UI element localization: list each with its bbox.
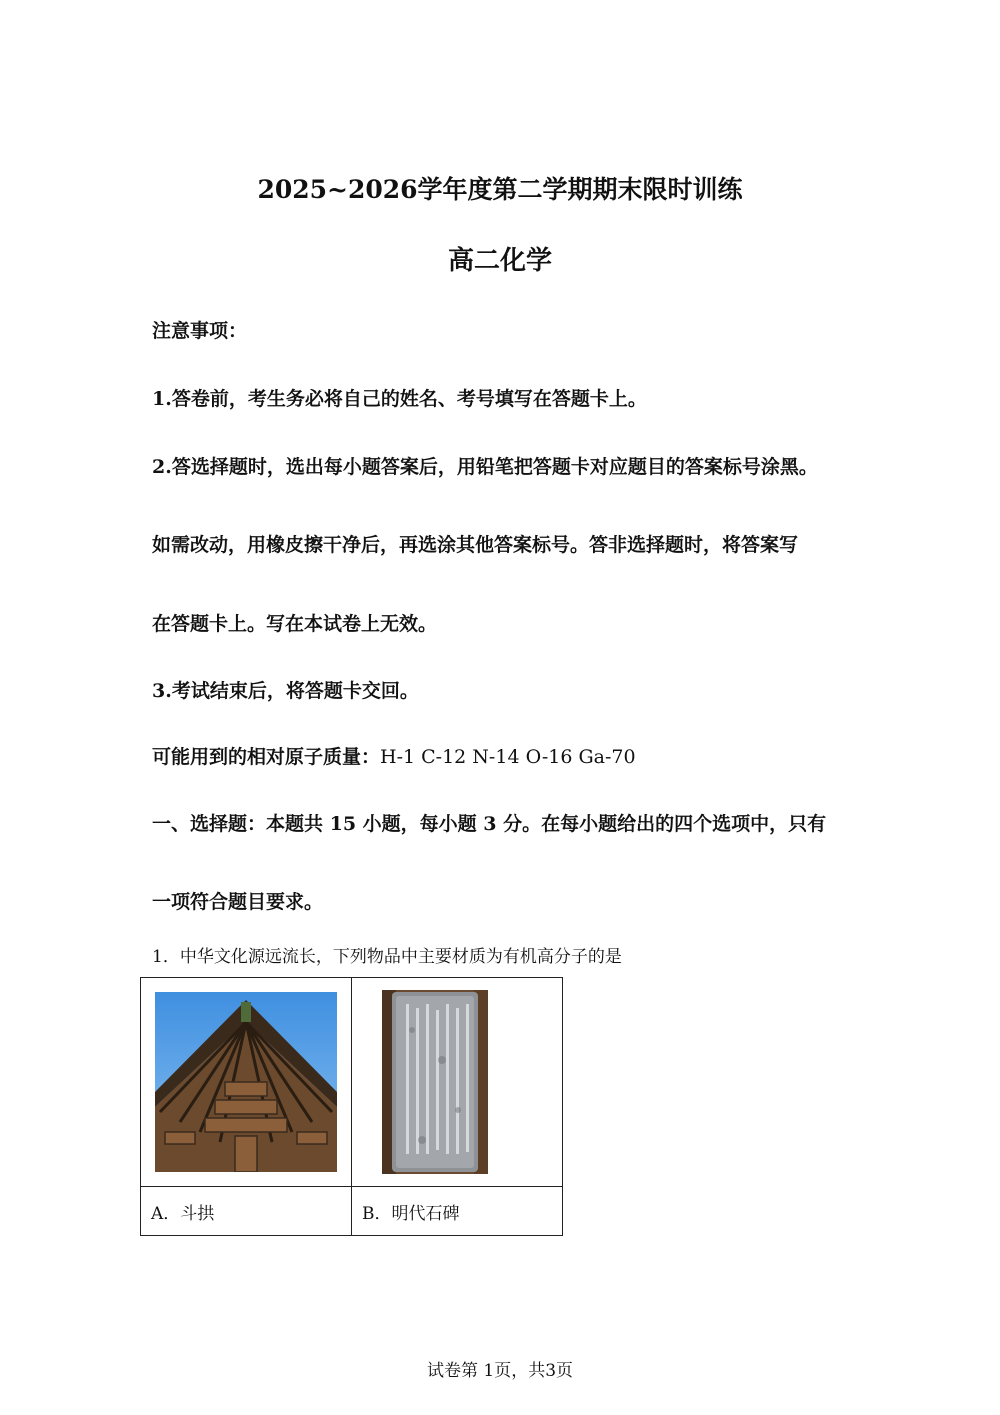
option-a-label: A．斗拱 (141, 1187, 352, 1236)
question-1-options-table (140, 977, 563, 1236)
question-1-stem: 1．中华文化源远流长，下列物品中主要材质为有机高分子的是 (152, 947, 622, 967)
notes-item-2-line-3: 在答题卡上。写在本试卷上无效。 (152, 613, 438, 635)
atomic-mass-line (152, 742, 636, 769)
page-footer: 试卷第 1页，共3页 (426, 1361, 574, 1381)
option-b-image-cell (352, 978, 563, 1187)
notes-item-3: 3.考试结束后，将答题卡交回。 (152, 680, 419, 702)
atomic-mass-values: H-1 C-12 N-14 O-16 Ga-70 (380, 746, 636, 768)
dougong-roof-bracket-photo (155, 992, 337, 1172)
section-1-heading-line-1: 一、选择题：本题共 15 小题，每小题 3 分。在每小题给出的四个选项中，只有 (152, 813, 827, 835)
exam-subject: 高二化学 (447, 246, 552, 276)
section-1-heading-line-2: 一项符合题目要求。 (152, 891, 324, 913)
notes-item-1: 1.答卷前，考生务必将自己的姓名、考号填写在答题卡上。 (152, 388, 647, 410)
exam-title: 2025~2026学年度第二学期期末限时训练 (257, 175, 743, 204)
atomic-mass-label: 可能用到的相对原子质量： (152, 746, 381, 768)
notes-heading: 注意事项： (152, 320, 248, 342)
notes-item-2-line-1: 2.答选择题时，选出每小题答案后，用铅笔把答题卡对应题目的答案标号涂黑。 (152, 456, 818, 478)
ming-stone-stele-photo (362, 990, 552, 1174)
option-a-image-cell (141, 978, 352, 1187)
option-b-label: B．明代石碑 (352, 1187, 563, 1236)
notes-item-2-line-2: 如需改动，用橡皮擦干净后，再选涂其他答案标号。答非选择题时，将答案写 (152, 534, 799, 556)
